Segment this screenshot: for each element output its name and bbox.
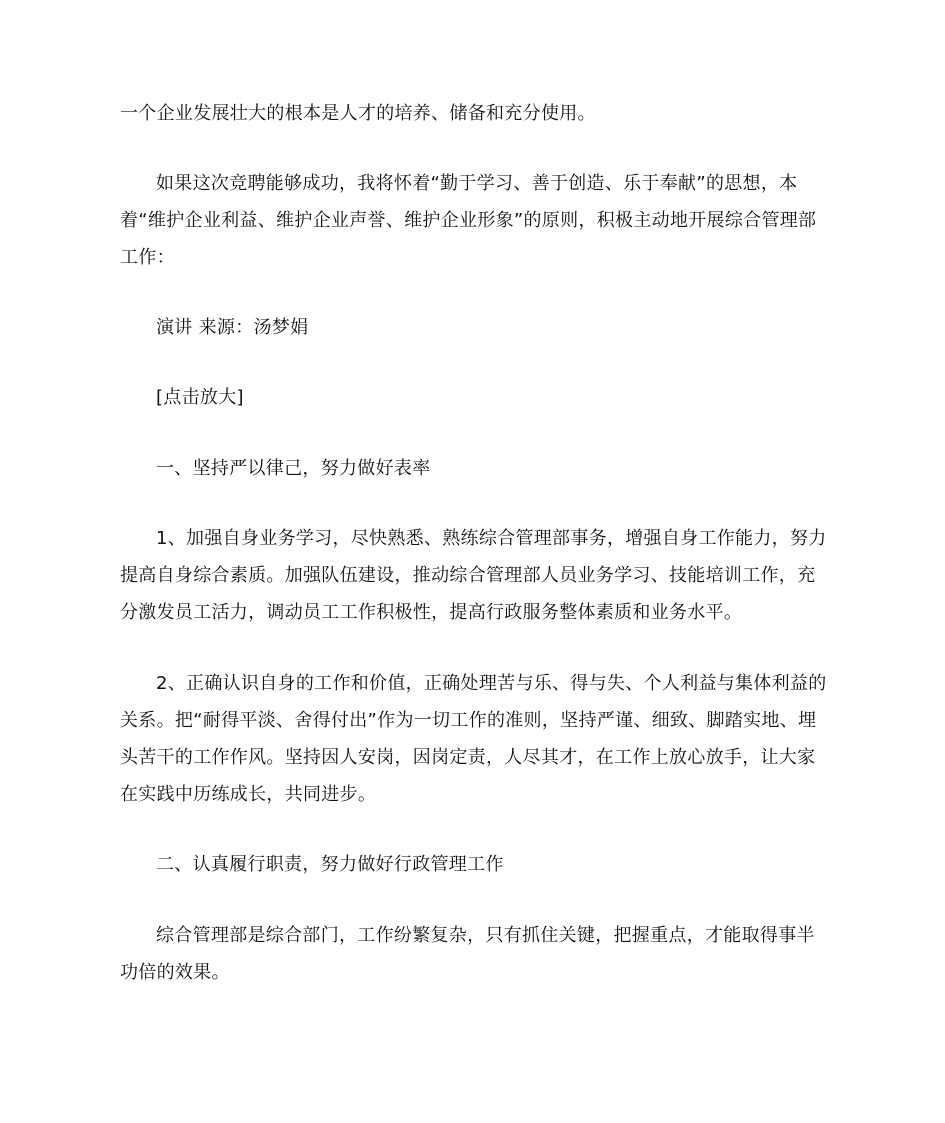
section-heading-one: 一、坚持严以律己，努力做好表率 — [156, 458, 431, 479]
competition-paragraph: 如果这次竞聘能够成功，我将怀着“勤于学习、善于创造、乐于奉献”的思想，本着“维护企业利益、维护企业声誉、维护企业形象”的原则，积极主动地开展综合管理部工作： — [120, 173, 817, 268]
intro-paragraph: 一个企业发展壮大的根本是人才的培养、储备和充分使用。 — [120, 103, 596, 124]
department-paragraph: 综合管理部是综合部门，工作纷繁复杂，只有抓住关键，把握重点，才能取得事半功倍的效果。 — [120, 925, 815, 983]
enlarge-link[interactable]: [点击放大] — [156, 387, 244, 408]
item-two-paragraph: 2、正确认识自身的工作和价值，正确处理苦与乐、得与失、个人利益与集体利益的关系。把“耐得平淡、舍得付出”作为一切工作的准则，坚持严谨、细致、脚踏实地、埋头苦干的工作作风。坚持因人安岗，因岗定责，人尽其才，在工作上放心放手，让大家在实践中历练成长，共同进步。 — [120, 673, 827, 805]
section-heading-two: 二、认真履行职责，努力做好行政管理工作 — [156, 854, 504, 875]
item-one-paragraph: 1、加强自身业务学习，尽快熟悉、熟练综合管理部事务，增强自身工作能力，努力提高自身综合素质。加强队伍建设，推动综合管理部人员业务学习、技能培训工作，充分激发员工活力，调动员工工作积极性，提高行政服务整体素质和业务水平。 — [120, 528, 827, 623]
source-line: 演讲 来源：汤梦娟 — [156, 317, 309, 338]
